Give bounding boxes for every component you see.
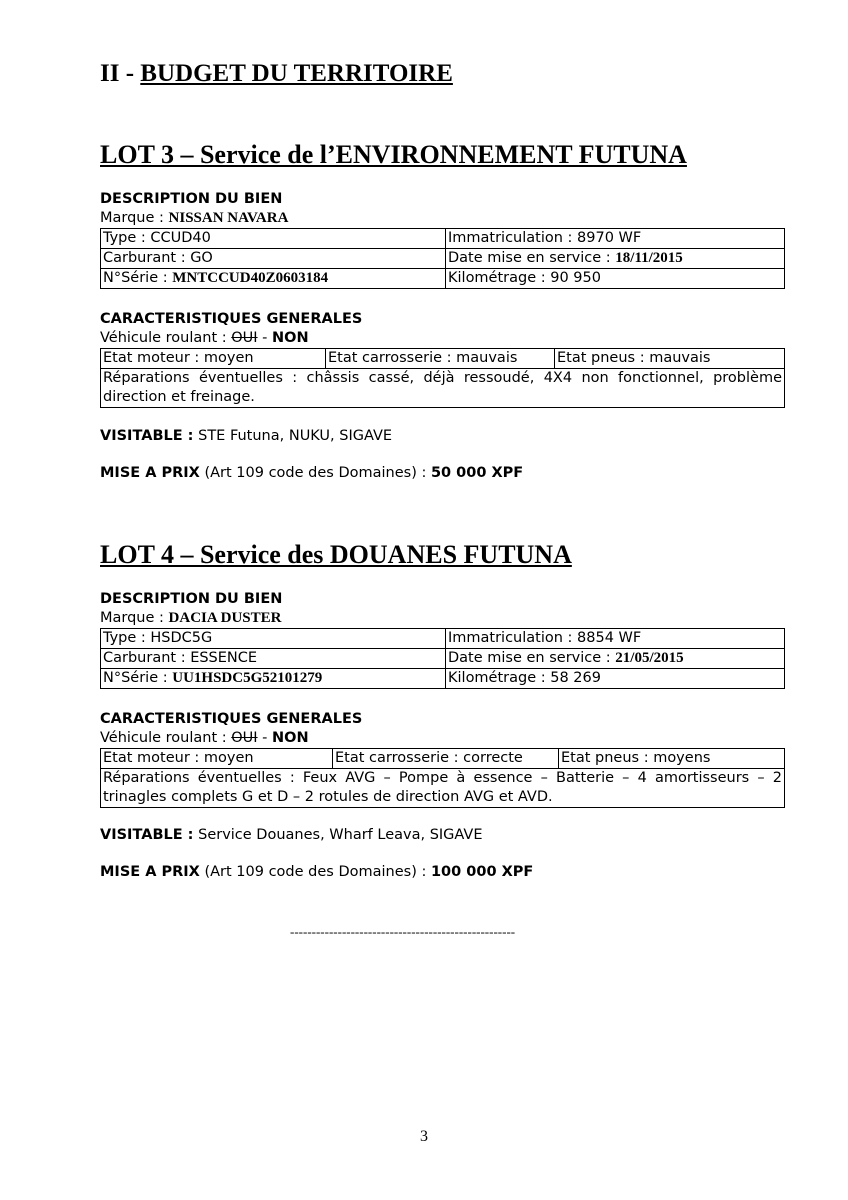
kilometrage-cell: Kilométrage : 58 269 [446, 669, 785, 689]
etat-carrosserie-cell: Etat carrosserie : correcte [333, 749, 559, 769]
type-cell: Type : CCUD40 [101, 229, 446, 249]
date-cell: Date mise en service : 21/05/2015 [446, 649, 785, 669]
carburant-cell: Carburant : GO [101, 249, 446, 269]
table-row [101, 369, 785, 408]
lot-3-etat-table [100, 348, 785, 408]
non-value: NON [272, 730, 309, 746]
table-row [101, 269, 785, 289]
table-row [101, 649, 785, 669]
non-value: NON [272, 330, 309, 346]
serie-cell: N°Série : MNTCCUD40Z0603184 [101, 269, 446, 289]
separator-line: ---------------------------------------------------- [290, 924, 516, 939]
carburant-cell: Carburant : ESSENCE [101, 649, 446, 669]
prix-value: 50 000 XPF [430, 465, 524, 481]
oui-struck: OUI [231, 730, 258, 746]
lot-4-caracteristiques [100, 710, 784, 808]
etat-moteur-cell: Etat moteur : moyen [101, 749, 333, 769]
table-row [101, 249, 785, 269]
lot-3-title: LOT 3 – Service de l’ENVIRONNEMENT FUTUNA [100, 140, 687, 169]
prix-value: 100 000 XPF [430, 864, 534, 880]
lot-4-etat-table [100, 748, 785, 808]
immatriculation-cell: Immatriculation : 8970 WF [446, 229, 785, 249]
table-row [101, 749, 785, 769]
marque-value: NISSAN NAVARA [168, 210, 289, 226]
section-prefix: II - [100, 60, 141, 87]
etat-carrosserie-cell: Etat carrosserie : mauvais [326, 349, 555, 369]
marque-line: Marque : DACIA DUSTER [100, 610, 282, 626]
type-cell: Type : HSDC5G [101, 629, 446, 649]
table-row [101, 769, 785, 808]
caracteristiques-heading: CARACTERISTIQUES GENERALES [100, 311, 363, 327]
vehicule-roulant-line: Véhicule roulant : OUI - NON [100, 330, 309, 346]
description-heading: DESCRIPTION DU BIEN [100, 191, 283, 207]
oui-struck: OUI [231, 330, 258, 346]
caracteristiques-heading: CARACTERISTIQUES GENERALES [100, 711, 363, 727]
section-title-text: BUDGET DU TERRITOIRE [140, 60, 453, 87]
date-cell: Date mise en service : 18/11/2015 [446, 249, 785, 269]
marque-line: Marque : NISSAN NAVARA [100, 210, 289, 226]
immatriculation-cell: Immatriculation : 8854 WF [446, 629, 785, 649]
vehicule-roulant-line: Véhicule roulant : OUI - NON [100, 730, 309, 746]
description-heading: DESCRIPTION DU BIEN [100, 591, 283, 607]
section-title [100, 60, 453, 88]
table-row [101, 349, 785, 369]
etat-moteur-cell: Etat moteur : moyen [101, 349, 326, 369]
serie-cell: N°Série : UU1HSDC5G52101279 [101, 669, 446, 689]
etat-pneus-cell: Etat pneus : moyens [559, 749, 785, 769]
lot-4-title: LOT 4 – Service des DOUANES FUTUNA [100, 540, 572, 569]
page-number: 3 [420, 1128, 428, 1145]
table-row [101, 229, 785, 249]
lot-4-visitable: VISITABLE : Service Douanes, Wharf Leava, SIGAVE [100, 827, 483, 843]
reparations-cell: Réparations éventuelles : Feux AVG – Pompe à essence – Batterie – 4 amortisseurs – 2 trinagles complets G et D – 2 rotules de direction AVG et AVD. [101, 769, 785, 808]
lot-3-description [100, 190, 784, 289]
lot-3-visitable: VISITABLE : STE Futuna, NUKU, SIGAVE [100, 428, 393, 444]
lot-4-identification-table [100, 628, 785, 689]
etat-pneus-cell: Etat pneus : mauvais [555, 349, 785, 369]
lot-3-identification-table [100, 228, 785, 289]
lot-4-description [100, 590, 784, 689]
lot-4-mise-a-prix: MISE A PRIX (Art 109 code des Domaines) : 100 000 XPF [100, 864, 534, 880]
marque-value: DACIA DUSTER [168, 610, 282, 626]
table-row [101, 669, 785, 689]
kilometrage-cell: Kilométrage : 90 950 [446, 269, 785, 289]
table-row [101, 629, 785, 649]
lot-3-caracteristiques [100, 310, 784, 408]
reparations-cell: Réparations éventuelles : châssis cassé, déjà ressoudé, 4X4 non fonctionnel, problème direction et freinage. [101, 369, 785, 408]
lot-3-mise-a-prix: MISE A PRIX (Art 109 code des Domaines) : 50 000 XPF [100, 465, 524, 481]
